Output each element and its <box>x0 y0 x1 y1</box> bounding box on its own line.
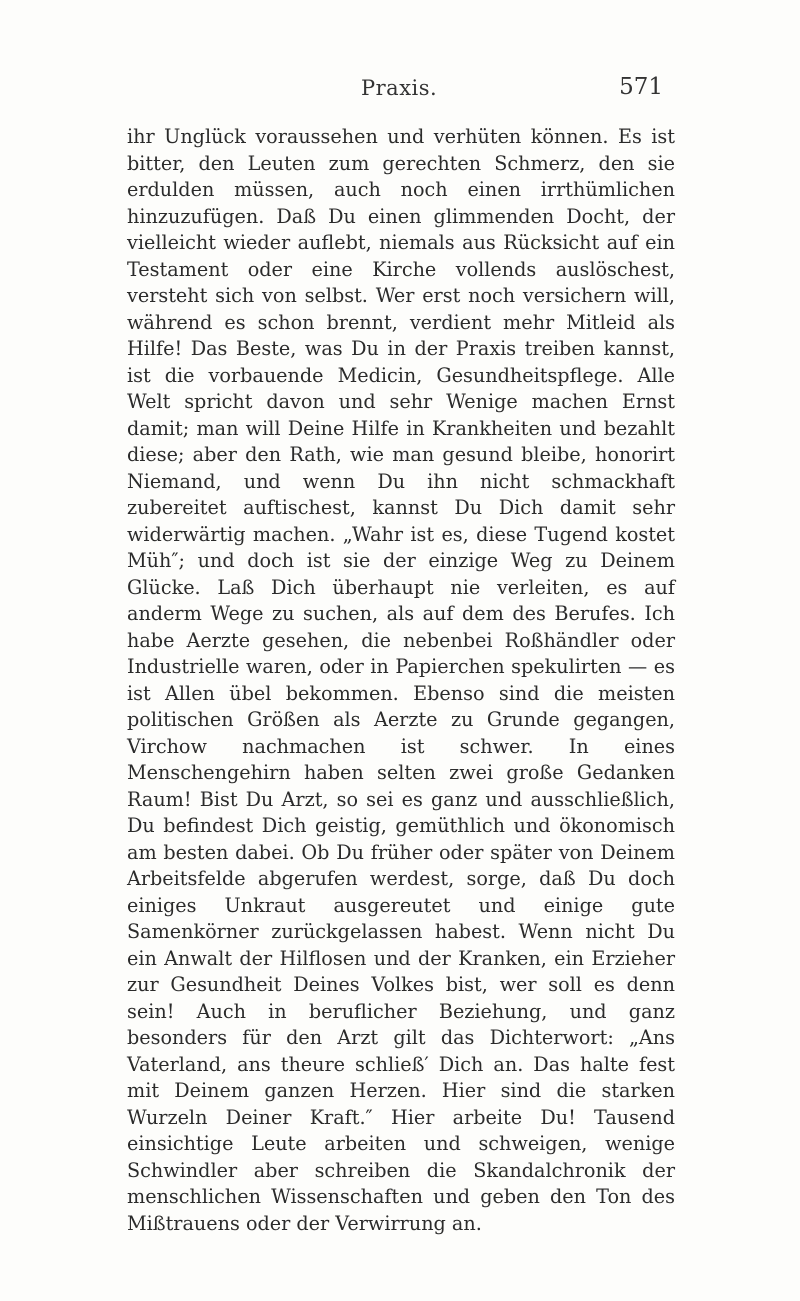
body-text <box>127 124 675 1237</box>
running-title: Praxis. <box>361 76 438 100</box>
body-paragraph: ihr Unglück voraussehen und verhüten können. Es ist bitter, den Leuten zum gerechten Schmerz, den sie erdulden müssen, auch noch einen irrthümlichen hinzuzufügen. Daß Du einen glimmenden Docht, der vielleicht wieder auflebt, niemals aus Rücksicht auf ein Testament oder eine Kirche vollends auslöschest, versteht sich von selbst. Wer erst noch versichern will, während es schon brennt, verdient mehr Mitleid als Hilfe! Das Beste, was Du in der Praxis treiben kannst, ist die vorbauende Medicin, Gesundheitspflege. Alle Welt spricht davon und sehr Wenige machen Ernst damit; man will Deine Hilfe in Krankheiten und bezahlt diese; aber den Rath, wie man gesund bleibe, honorirt Niemand, und wenn Du ihn nicht schmackhaft zubereitet auftischest, kannst Du Dich damit sehr widerwärtig machen. „Wahr ist es, diese Tugend kostet Müh″; und doch ist sie der einzige Weg zu Deinem Glücke. Laß Dich überhaupt nie verleiten, es auf anderm Wege zu suchen, als auf dem des Berufes. Ich habe Aerzte gesehen, die nebenbei Roßhändler oder Industrielle waren, oder in Papierchen spekulirten — es ist Allen übel bekommen. Ebenso sind die meisten politischen Größen als Aerzte zu Grunde gegangen, Virchow nachmachen ist schwer. In eines Menschengehirn haben selten zwei große Gedanken Raum! Bist Du Arzt, so sei es ganz und ausschließlich, Du befindest Dich geistig, gemüthlich und ökonomisch am besten dabei. Ob Du früher oder später von Deinem Arbeitsfelde abgerufen werdest, sorge, daß Du doch einiges Unkraut ausgereutet und einige gute Samenkörner zurückgelassen habest. Wenn nicht Du ein Anwalt der Hilflosen und der Kranken, ein Erzieher zur Gesundheit Deines Volkes bist, wer soll es denn sein! Auch in beruflicher Beziehung, und ganz besonders für den Arzt gilt das Dichterwort: „Ans Vaterland, ans theure schließ′ Dich an. Das halte fest mit Deinem ganzen Herzen. Hier sind die starken Wurzeln Deiner Kraft.″ Hier arbeite Du! Tausend einsichtige Leute arbeiten und schweigen, wenige Schwindler aber schreiben die Skandalchronik der menschlichen Wissenschaften und geben den Ton des Mißtrauens oder der Verwirrung an. <box>127 125 675 1235</box>
page-number: 571 <box>619 74 663 100</box>
